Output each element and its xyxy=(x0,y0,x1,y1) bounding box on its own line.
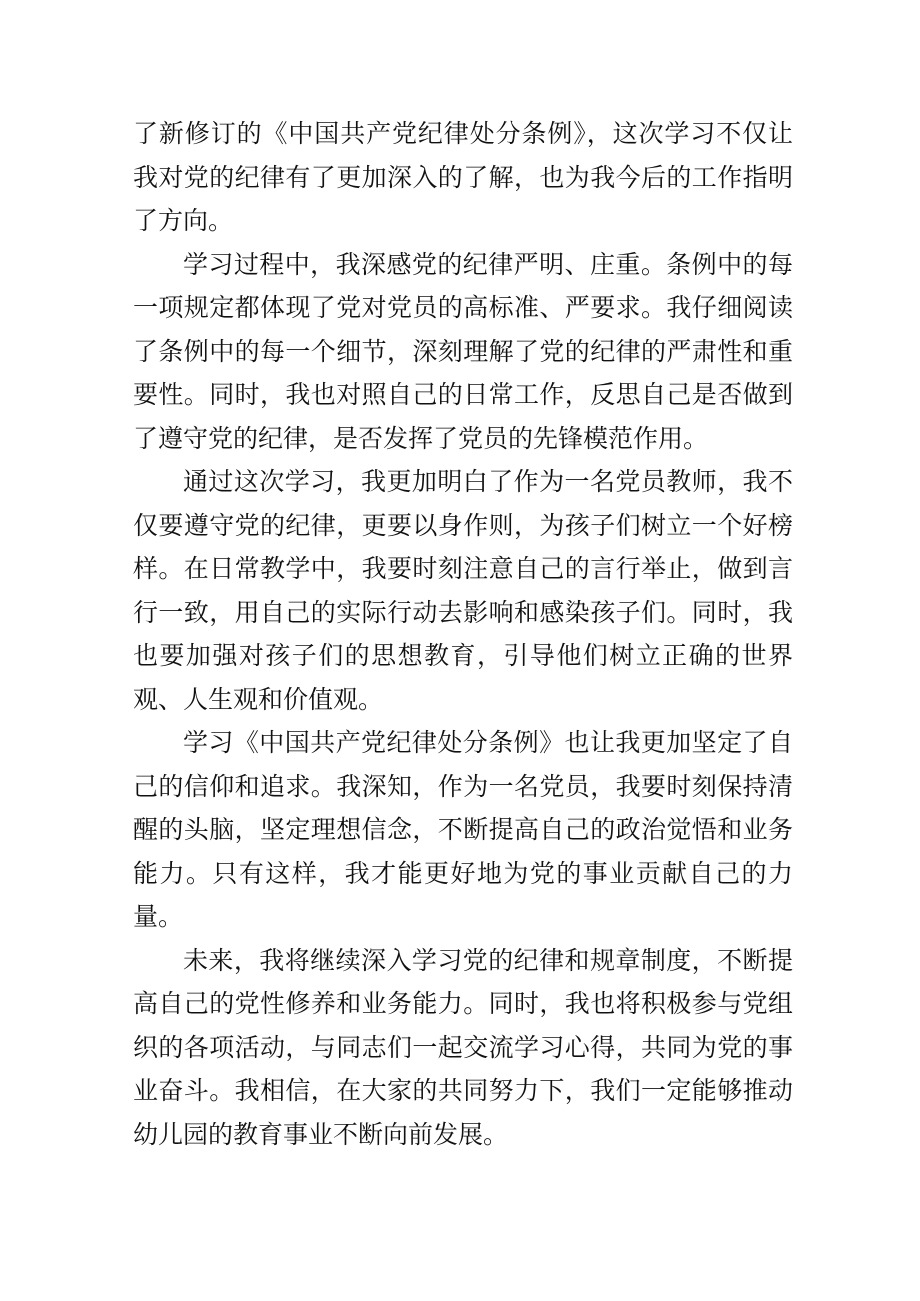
paragraph-5: 未来，我将继续深入学习党的纪律和规章制度，不断提高自己的党性修养和业务能力。同时，我也将积极参与党组织的各项活动，与同志们一起交流学习心得，共同为党的事业奋斗。我相信，在大家的共同努力下，我们一定能够推动幼儿园的教育事业不断向前发展。 xyxy=(133,945,793,1149)
document-body xyxy=(133,112,793,1156)
paragraph-4: 学习《中国共产党纪律处分条例》也让我更加坚定了自己的信仰和追求。我深知，作为一名党员，我要时刻保持清醒的头脑，坚定理想信念，不断提高自己的政治觉悟和业务能力。只有这样，我才能更好地为党的事业贡献自己的力量。 xyxy=(133,728,793,931)
paragraph-3: 通过这次学习，我更加明白了作为一名党员教师，我不仅要遵守党的纪律，更要以身作则，为孩子们树立一个好榜样。在日常教学中，我要时刻注意自己的言行举止，做到言行一致，用自己的实际行动去影响和感染孩子们。同时，我也要加强对孩子们的思想教育，引导他们树立正确的世界观、人生观和价值观。 xyxy=(133,467,793,714)
paragraph-2: 学习过程中，我深感党的纪律严明、庄重。条例中的每一项规定都体现了党对党员的高标准、严要求。我仔细阅读了条例中的每一个细节，深刻理解了党的纪律的严肃性和重要性。同时，我也对照自己的日常工作，反思自己是否做到了遵守党的纪律，是否发挥了党员的先锋模范作用。 xyxy=(133,249,793,453)
paragraph-1: 了新修订的《中国共产党纪律处分条例》，这次学习不仅让我对党的纪律有了更加深入的了解，也为我今后的工作指明了方向。 xyxy=(133,119,793,235)
